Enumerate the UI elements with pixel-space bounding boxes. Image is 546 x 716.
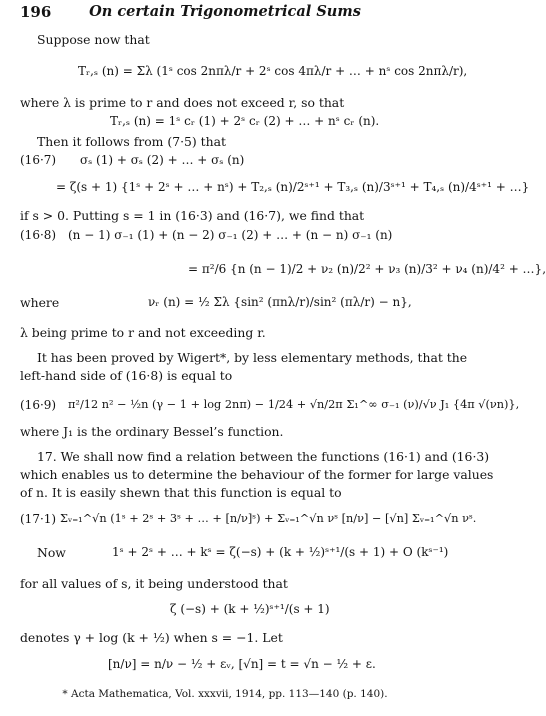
equation-T-definition: Tᵣ,ₛ (n) = Σλ (1ˢ cos 2nπλ/r + 2ˢ cos 4πλ/r + … + nˢ cos 2nπλ/r), [78,64,468,78]
equation-zeta: ζ (−s) + (k + ½)ˢ⁺¹/(s + 1) [170,602,330,616]
text-line: where [20,295,60,310]
text-line: Suppose now that [37,32,150,47]
equation-T-cr: Tᵣ,ₛ (n) = 1ˢ cᵣ (1) + 2ˢ cᵣ (2) + … + nˢ cᵣ (n). [110,114,380,128]
equation-number: (16·7) [20,153,57,167]
running-title: On certain Trigonometrical Sums [89,3,361,20]
equation-number: (17·1) [20,512,57,526]
text-line: for all values of s, it being understood that [20,576,288,591]
text-line: where J₁ is the ordinary Bessel’s function. [20,424,284,439]
text-line: denotes γ + log (k + ½) when s = −1. Let [20,630,283,645]
equation-nu-definition: νᵣ (n) = ½ Σλ {sin² (πnλ/r)/sin² (πλ/r) − n}, [148,295,412,309]
equation-number: (16·9) [20,398,57,412]
text-line: left-hand side of (16·8) is equal to [20,368,233,383]
equation-power-sum: 1ˢ + 2ˢ + … + kˢ = ζ(−s) + (k + ½)ˢ⁺¹/(s + 1) + O (kˢ⁻¹) [112,545,449,559]
text-line: λ being prime to r and not exceeding r. [20,325,266,340]
equation-number: (16·8) [20,228,57,242]
text-line: Now [37,545,66,560]
text-line: if s > 0. Putting s = 1 in (16·3) and (16·7), we find that [20,208,365,223]
equation-17-1: Σᵥ₌₁^√n (1ˢ + 2ˢ + 3ˢ + … + [n/ν]ˢ) + Σᵥ₌₁^√n νˢ [n/ν] − [√n] Σᵥ₌₁^√n νˢ. [60,512,477,525]
footnote: * Acta Mathematica, Vol. xxxvii, 1914, pp. 113—140 (p. 140). [62,688,388,700]
equation-floor: [n/ν] = n/ν − ½ + εᵥ, [√n] = t = √n − ½ + ε. [108,657,376,671]
equation-16-7-lhs: σₛ (1) + σₛ (2) + … + σₛ (n) [80,153,245,167]
page-number: 196 [20,3,52,21]
text-line: of n. It is easily shewn that this function is equal to [20,485,342,500]
text-line: Then it follows from (7·5) that [37,134,227,149]
text-line: It has been proved by Wigert*, by less elementary methods, that the [37,350,468,365]
equation-16-8-rhs: = π²/6 {n (n − 1)/2 + ν₂ (n)/2² + ν₃ (n)/3² + ν₄ (n)/4² + …}, [188,262,546,276]
equation-16-8-lhs: (n − 1) σ₋₁ (1) + (n − 2) σ₋₁ (2) + … + (n − n) σ₋₁ (n) [68,228,393,242]
section-line: 17. We shall now find a relation between the functions (16·1) and (16·3) [37,449,490,464]
equation-16-9: π²/12 n² − ½n (γ − 1 + log 2nπ) − 1/24 + √n/2π Σ₁^∞ σ₋₁ (ν)/√ν J₁ {4π √(νn)}, [68,398,520,411]
text-line: which enables us to determine the behaviour of the former for large values [20,467,494,482]
equation-16-7-rhs: = ζ(s + 1) {1ˢ + 2ˢ + … + nˢ) + T₂,ₛ (n)/2ˢ⁺¹ + T₃,ₛ (n)/3ˢ⁺¹ + T₄,ₛ (n)/4ˢ⁺¹ + …} [56,180,530,194]
text-line: where λ is prime to r and does not exceed r, so that [20,95,345,110]
